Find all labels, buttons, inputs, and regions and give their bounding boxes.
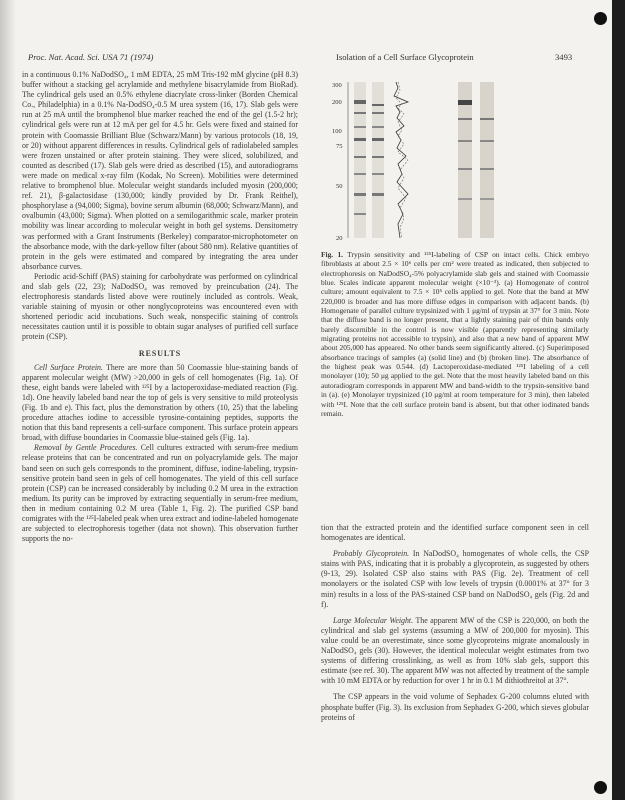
journal-citation: Proc. Nat. Acad. Sci. USA 71 (1974) bbox=[28, 52, 154, 62]
punch-hole-bottom bbox=[594, 781, 607, 794]
glycoprotein-text: In NaDodSO₄ homogenates of whole cells, the CSP stains with PAS, indicating that it is probably a glycoprotein, as suggested by others (9-13, 29). Isolated CSP also stains with PAS (Fig. 2e). Treatment of cell monolayers or the isolated CSP with low levels of trypsin (0.0001% at 37° for 3 min) results in a loss of the PAS-stained CSP band on NaDodSO₄ gels (Fig. 2d and f). bbox=[321, 549, 589, 609]
figure-1-autoradiograms bbox=[452, 78, 532, 243]
results-heading: RESULTS bbox=[138, 348, 182, 358]
removal-subheading: Removal by Gentle Procedures. bbox=[34, 443, 138, 453]
csp-text: There are more than 50 Coomassie blue-staining bands of apparent molecular weight (MW) >20,000 in gels of cell homogenates (Fig. 1a). Of these, eight bands were labeled with ¹²⁵I by a lactoperoxidase-mediated reaction (Fig. 1d). One heavily labeled band near the top of gels is very sensitive to mild proteolysis (Fig. 1b and e). This fact, plus the demonstration by others (10, 25) that the labeling procedure attaches iodine to accessible tyrosine-containing peptides, supports the notion that this band represents a cell-surface component. This surface protein appears broad, with diffuse boundaries in Coomassie blue-stained gels (Fig. 1a). bbox=[22, 362, 298, 443]
punch-hole-top bbox=[594, 12, 607, 25]
axis-tick-100: 100 bbox=[332, 128, 342, 135]
glycoprotein-subheading: Probably Glycoprotein. bbox=[333, 549, 410, 559]
identity-paragraph: tion that the extracted protein and the identified surface component seen in cell homogenates are identical. bbox=[321, 523, 589, 543]
removal-text: Cell cultures extracted with serum-free medium release proteins that can be concentrated and run on polyacrylamide gels. The major band seen on such gels corresponds to the prominent, diffuse, iodine-labeling, trypsin-sensitive protein band seen in gels of cell homogenates. The yield of this cell surface protein (CSP) can be increased considerably by including 0.2 M urea in the extraction medium. Its purity can be improved by extracting sequentially in serum-free medium, then in medium containing 0.2 M urea (Table 1, Fig. 2). The purified CSP band comigrates with the ¹²⁵I-labeled peak when urea extract and iodine-labeled homogenate are subjected to electrophoresis together (data not shown). This observation further supports the no- bbox=[22, 443, 298, 544]
removal-paragraph bbox=[22, 443, 298, 544]
glycoprotein-paragraph bbox=[321, 549, 589, 610]
axis-tick-20: 20 bbox=[336, 235, 343, 242]
scan-border bbox=[612, 0, 625, 800]
axis-tick-75: 75 bbox=[336, 143, 343, 150]
gel-lane-d bbox=[458, 82, 472, 238]
caption-text: Trypsin sensitivity and ¹²⁵I-labeling of CSP on intact cells. Chick embryo fibroblasts at about 2.5 × 10⁶ cells per cm² were treated as indicated, then subjected to electrophoresis on NaDodSO₄-5% polyacrylamide slab gels and stained with Coomassie blue. Scales indicate apparent molecular weight (×10⁻³). (a) Homogenate of control culture; amount equivalent to 7.5 × 10⁵ cells applied to gel. Note that the band at MW 220,000 is broader and has more diffuse edges in comparison with adjacent bands. (b) Homogenate of parallel culture trypsinized with 1 μg/ml of trypsin at 37° for 3 min. Note that the diffuse band is no longer present, that a lightly staining pair of thin bands only barely discernible in the control is now visible (apparently representing similarly migrating proteins not accessible to trypsin), and also that a new band of apparent MW about 205,000 has appeared. No other bands seem significantly altered. (c) Superimposed absorbance tracings of samples (a) (solid line) and (b) (broken line). The absorbance of the highest peak was 0.544. (d) Lactoperoxidase-mediated ¹²⁵I labeling of a cell monolayer (10); 50 μg applied to the gel. Note that the most heavily labeled band on this autoradiogram corresponds in apparent MW and band-width to the trypsin-sensitive band in (a). (e) Monolayer trypsinized (10 μg/ml at room temperature for 3 min), then labeled with ¹²⁵I. Note that the cell surface protein band is absent, but that other iodinated bands remain. bbox=[321, 250, 589, 418]
running-title: Isolation of a Cell Surface Glycoprotein bbox=[336, 52, 474, 62]
gel-lane-b bbox=[372, 82, 384, 238]
axis-tick-50: 50 bbox=[336, 183, 343, 190]
pas-paragraph: Periodic acid-Schiff (PAS) staining for carbohydrate was performed on cylindrical and slab gels (22, 23); NaDodSO₄ was removed by preincubation (24). The electrophoresis standards listed above were routinely included as controls. Weak, variable staining of myosin or other nonglycoproteins was encountered even with shortened periodic acid incubations. Such weak, nonspecific staining of controls necessitates caution until it is possible to obtain sugar analyses of purified cell surface protein (CSP). bbox=[22, 271, 298, 342]
page-binding-shadow bbox=[0, 0, 16, 800]
right-column bbox=[321, 523, 589, 723]
mw-paragraph bbox=[321, 616, 589, 687]
axis-tick-200: 200 bbox=[332, 99, 342, 106]
figure-1-caption bbox=[321, 250, 589, 418]
mw-text: The apparent MW of the CSP is 220,000, on both the cylindrical and slab gel systems (assuming a MW of 200,000 for myosin). This value could be an overestimate, since some glycoproteins migrate anomalously in NaDodSO₄ gels (30). However, the identical molecular weight estimates from two systems of differing crosslinking, as well as from 10% slab gels, support this estimate (see ref. 30). The apparent MW was not affected by treatment of the sample with 10 mM EDTA or by reduction for over 1 hr in 0.1 M dithiothreitol at 37°. bbox=[321, 615, 589, 686]
csp-subheading: Cell Surface Protein. bbox=[34, 362, 103, 372]
sephadex-paragraph: The CSP appears in the void volume of Sephadex G-200 columns eluted with phosphate buffer (Fig. 3). Its exclusion from Sephadex G-200, which sieves globular proteins of bbox=[321, 692, 589, 722]
csp-paragraph bbox=[22, 363, 298, 444]
gel-lane-e bbox=[480, 82, 494, 238]
caption-label: Fig. 1. bbox=[321, 250, 344, 259]
left-column bbox=[22, 70, 298, 544]
gel-lane-a bbox=[354, 82, 366, 238]
axis-tick-300: 300 bbox=[332, 82, 342, 89]
methods-paragraph: in a continuous 0.1% NaDodSO₄, 1 mM EDTA, 25 mM Tris-192 mM glycine (pH 8.3) buffer without a stacking gel acrylamide and methylene bisacrylamide from BioRad). The cylindrical gels used an 0.5% ethylene diacrylate cross-linker (Borden Chemical Co., Philadelphia) in a 0.1% Na-DodSO₄-0.5 M urea system (16, 17). Slab gels were run at 25 mA until the bromphenol blue marker reached the end of the gel (1.5-2 hr); cylindrical gels were run at 12 mA per gel for 4.5 hr. Gels were fixed and stained for protein with Coomassie Brilliant Blue (Schwarz/Mann) by various protocols (18, 19, or 20) without apparent differences in results. Cylindrical gels of radiolabeled samples were frozen unstained or after protein staining. They were sliced, solubilized, and counted as described (17). Slab gels were dried as described (15), and autoradiograms were made on medical x-ray film (Kodak, No Screen). Mobilities were determined relative to bromphenol blue. Molecular weight standards included myosin (200,000; ref. 21), β-galactosidase (130,000; kindly provided by Dr. Frank Reithel), phosphorylase a (94,000; Sigma), bovine serum albumin (68,000; Schwarz/Mann), and ovalbumin (43,000; Sigma). When plotted on a semilogarithmic scale, marker protein mobility was linear according to molecular weight in both gel systems. Densitometry was performed with a Grant Instruments (Berkeley) comparator-microphotometer on the absorbance mode, with the dark-yellow filter (about 580 nm). Relative quantities of protein in the gels were estimated and compared by integrating the area under absorbance curves. bbox=[22, 70, 298, 271]
page-number: 3493 bbox=[555, 52, 573, 62]
mw-subheading: Large Molecular Weight. bbox=[333, 615, 414, 625]
